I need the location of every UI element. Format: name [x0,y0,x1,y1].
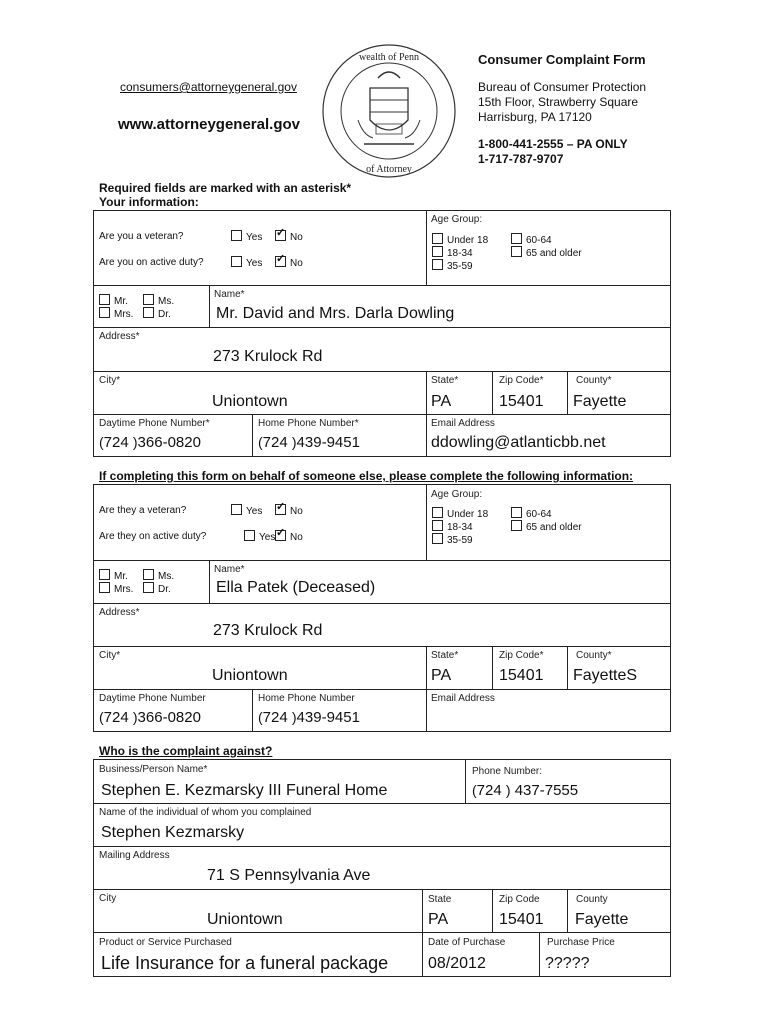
complaint-state-value[interactable]: PA [428,911,449,928]
they-title-dr[interactable]: Dr. [143,582,171,595]
they-veteran-question: Are they a veteran? [99,505,187,516]
email-value[interactable]: ddowling@atlanticbb.net [431,434,606,451]
home-phone-value[interactable]: (724 )439-9451 [258,434,360,451]
checkbox-icon[interactable] [432,259,443,270]
business-phone-label: Phone Number: [472,766,543,777]
website-link[interactable]: www.attorneygeneral.gov [118,116,300,133]
veteran-no[interactable]: ✓ No [275,230,303,243]
active-no[interactable]: ✓ No [275,256,303,269]
zip-value[interactable]: 15401 [499,393,544,410]
veteran-yes[interactable]: Yes [231,230,262,243]
state-value[interactable]: PA [431,393,452,410]
checkbox-checked-icon[interactable] [275,530,286,541]
checkbox-icon[interactable] [244,530,255,541]
title-dr[interactable]: Dr. [143,307,171,320]
they-state-label: State* [431,650,459,661]
they-veteran-yes[interactable]: Yes [231,504,262,517]
age-group-label: Age Group: [431,214,483,225]
they-age-18-34[interactable]: 18-34 [432,520,473,533]
email-label: Email Address [431,418,495,429]
they-active-no[interactable]: ✓ No [275,530,303,543]
city-label: City* [99,375,121,386]
title-ms[interactable]: Ms. [143,294,174,307]
they-active-question: Are they on active duty? [99,531,207,542]
county-label: County* [576,375,612,386]
complaint-zip-label: Zip Code [499,894,540,905]
checkbox-icon[interactable] [143,569,154,580]
they-county-label: County* [576,650,612,661]
required-note: Required fields are marked with an asterisk* [99,181,352,195]
they-address-value[interactable]: 273 Krulock Rd [213,622,323,639]
checkbox-icon[interactable] [511,233,522,244]
checkbox-icon[interactable] [511,520,522,531]
address-label: Address* [99,331,140,342]
complaint-city-value[interactable]: Uniontown [207,911,283,928]
individual-label: Name of the individual of whom you complained [99,807,312,818]
they-title-mr[interactable]: Mr. [99,569,128,582]
state-label: State* [431,375,459,386]
svg-text:of Attorney: of Attorney [366,164,412,175]
mailing-value[interactable]: 71 S Pennsylvania Ave [207,867,371,884]
checkbox-icon[interactable] [432,233,443,244]
name-label: Name* [214,289,245,300]
checkbox-icon[interactable] [511,507,522,518]
they-day-phone-value[interactable]: (724 )366-0820 [99,709,201,726]
age-35-59[interactable]: 35-59 [432,259,473,272]
they-name-label: Name* [214,564,245,575]
they-veteran-no[interactable]: ✓ No [275,504,303,517]
behalf-title: If completing this form on behalf of someone else, please complete the following information: [99,469,634,483]
they-title-ms[interactable]: Ms. [143,569,174,582]
name-value[interactable]: Mr. David and Mrs. Darla Dowling [216,305,455,322]
checkbox-icon[interactable] [99,294,110,305]
they-city-label: City* [99,650,121,661]
title-mr[interactable]: Mr. [99,294,128,307]
price-label: Purchase Price [547,937,615,948]
svg-text:wealth of Penn: wealth of Penn [359,52,419,63]
product-label: Product or Service Purchased [99,937,232,948]
contact-phones: 1-800-441-2555 – PA ONLY 1-717-787-9707 [478,137,628,166]
checkbox-icon[interactable] [231,504,242,515]
checkbox-icon[interactable] [143,294,154,305]
business-phone-value[interactable]: (724 ) 437-7555 [472,782,579,799]
they-zip-value[interactable]: 15401 [499,667,544,684]
active-yes[interactable]: Yes [231,256,262,269]
complaint-county-value[interactable]: Fayette [575,911,629,928]
age-18-34[interactable]: 18-34 [432,246,473,259]
product-value[interactable]: Life Insurance for a funeral package [101,953,389,973]
checkbox-icon[interactable] [432,520,443,531]
complaint-zip-value[interactable]: 15401 [499,911,544,928]
checkbox-icon[interactable] [143,582,154,593]
age-65-older[interactable]: 65 and older [511,246,582,259]
checkbox-icon[interactable] [432,507,443,518]
checkbox-checked-icon[interactable] [275,230,286,241]
form-title: Consumer Complaint Form [478,52,646,67]
email-link[interactable]: consumers@attorneygeneral.gov [120,80,297,94]
checkbox-checked-icon[interactable] [275,504,286,515]
date-value[interactable]: 08/2012 [428,955,486,972]
they-home-phone-value[interactable]: (724 )439-9451 [258,709,360,726]
checkbox-icon[interactable] [231,256,242,267]
checkbox-icon[interactable] [432,246,443,257]
veteran-question: Are you a veteran? [99,231,184,242]
active-duty-question: Are you on active duty? [99,257,204,268]
they-age-group-label: Age Group: [431,489,483,500]
they-zip-label: Zip Code* [499,650,544,661]
complaint-state-label: State [428,894,452,905]
they-home-phone-label: Home Phone Number [258,693,355,704]
they-address-label: Address* [99,607,140,618]
checkbox-icon[interactable] [231,230,242,241]
complaint-county-label: County [576,894,608,905]
checkbox-icon[interactable] [99,307,110,318]
zip-label: Zip Code* [499,375,544,386]
they-age-under18[interactable]: Under 18 [432,507,488,520]
they-day-phone-label: Daytime Phone Number [99,693,206,704]
day-phone-label: Daytime Phone Number* [99,418,210,429]
title-mrs[interactable]: Mrs. [99,307,133,320]
business-value[interactable]: Stephen E. Kezmarsky III Funeral Home [101,782,388,799]
individual-value[interactable]: Stephen Kezmarsky [101,824,245,841]
they-age-35-59[interactable]: 35-59 [432,533,473,546]
day-phone-value[interactable]: (724 )366-0820 [99,434,201,451]
they-county-value[interactable]: FayetteS [573,667,638,684]
checkbox-checked-icon[interactable] [275,256,286,267]
state-seal-icon [318,40,460,182]
bureau-address: Bureau of Consumer Protection 15th Floor, Strawberry Square Harrisburg, PA 17120 [478,80,647,124]
checkbox-icon[interactable] [432,533,443,544]
checkbox-icon[interactable] [511,246,522,257]
age-60-64[interactable]: 60-64 [511,233,552,246]
they-title-mrs[interactable]: Mrs. [99,582,133,595]
checkbox-icon[interactable] [99,569,110,580]
they-name-value[interactable]: Ella Patek (Deceased) [216,579,376,596]
home-phone-label: Home Phone Number* [258,418,359,429]
they-age-60-64[interactable]: 60-64 [511,507,552,520]
your-info-title: Your information: [99,195,199,209]
price-value[interactable]: ????? [545,955,590,972]
checkbox-icon[interactable] [99,582,110,593]
they-age-65-older[interactable]: 65 and older [511,520,582,533]
complaint-title: Who is the complaint against? [99,744,273,758]
date-label: Date of Purchase [428,937,506,948]
city-value[interactable]: Uniontown [212,393,288,410]
county-value[interactable]: Fayette [573,393,627,410]
age-under18[interactable]: Under 18 [432,233,488,246]
address-value[interactable]: 273 Krulock Rd [213,348,323,365]
they-email-label: Email Address [431,693,495,704]
checkbox-icon[interactable] [143,307,154,318]
mailing-label: Mailing Address [99,850,170,861]
complaint-city-label: City [99,893,117,904]
they-city-value[interactable]: Uniontown [212,667,288,684]
they-state-value[interactable]: PA [431,667,452,684]
they-active-yes[interactable]: Yes [244,530,275,543]
business-label: Business/Person Name* [99,764,208,775]
